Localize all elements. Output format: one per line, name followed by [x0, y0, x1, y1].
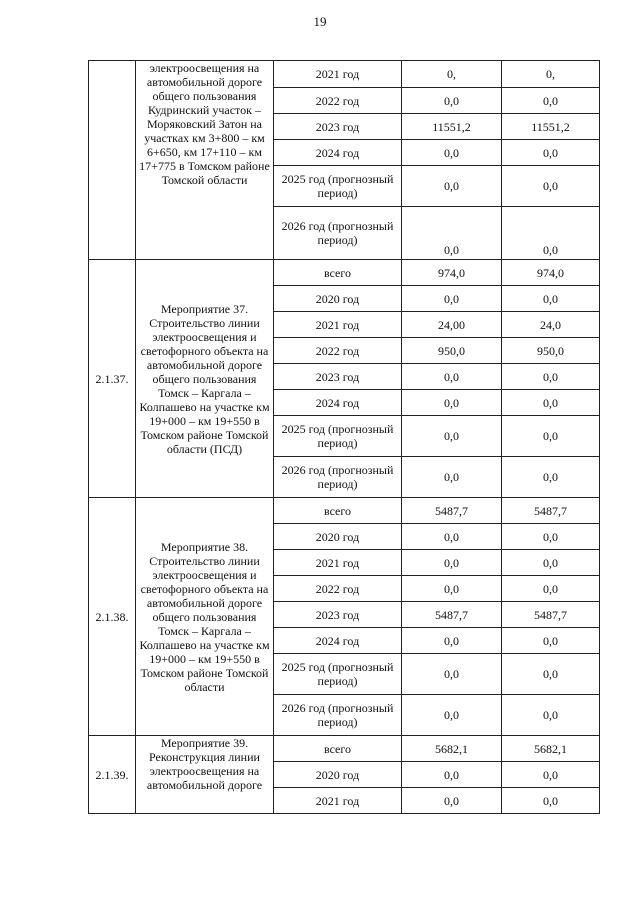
value-cell: 0,0 — [502, 654, 600, 695]
period-cell: 2022 год — [274, 338, 402, 364]
value-cell: 0,0 — [402, 628, 502, 654]
period-cell: 2020 год — [274, 762, 402, 788]
value-cell: 974,0 — [502, 260, 600, 286]
value-cell: 0,0 — [402, 550, 502, 576]
value-cell: 0,0 — [502, 550, 600, 576]
period-cell: 2023 год — [274, 114, 402, 140]
value-cell: 0,0 — [402, 88, 502, 114]
value-cell: 0,0 — [502, 457, 600, 498]
value-cell: 5487,7 — [502, 602, 600, 628]
period-cell: 2021 год — [274, 788, 402, 814]
period-cell: 2023 год — [274, 364, 402, 390]
item-name-cell: Мероприятие 37. Строительство линии электроосвещения и светофорного объекта на автомобильной дороге общего пользования Томск – Каргала – Колпашево на участке км 19+000 – км 19+550 в Томском районе Томской области (ПСД) — [136, 260, 274, 498]
period-cell: 2026 год (прогнозный период) — [274, 457, 402, 498]
value-cell: 0,0 — [402, 524, 502, 550]
table-row — [89, 260, 600, 286]
value-cell: 0,0 — [402, 166, 502, 207]
value-cell: 0,0 — [502, 762, 600, 788]
period-cell: 2020 год — [274, 286, 402, 312]
period-cell: 2022 год — [274, 88, 402, 114]
value-cell: 0,0 — [502, 788, 600, 814]
value-cell: 950,0 — [402, 338, 502, 364]
item-number-cell — [89, 61, 136, 260]
value-cell: 0,0 — [502, 628, 600, 654]
value-cell: 0,0 — [502, 576, 600, 602]
period-cell: 2024 год — [274, 390, 402, 416]
value-cell: 0,0 — [502, 286, 600, 312]
item-name-cell: электроосвещения на автомобильной дороге общего пользования Кудринский участок – Моряковский Затон на участках км 3+800 – км 6+650, км 17+110 – км 17+775 в Томском районе Томской области — [136, 61, 274, 260]
value-cell: 974,0 — [402, 260, 502, 286]
period-cell: 2025 год (прогнозный период) — [274, 654, 402, 695]
value-cell: 0,0 — [402, 364, 502, 390]
budget-table — [88, 60, 600, 814]
value-cell: 0,0 — [502, 390, 600, 416]
table-row — [89, 736, 600, 762]
period-cell: 2025 год (прогнозный период) — [274, 416, 402, 457]
value-cell: 0,0 — [402, 390, 502, 416]
value-cell: 0,0 — [502, 695, 600, 736]
period-cell: 2020 год — [274, 524, 402, 550]
value-cell: 0,0 — [402, 576, 502, 602]
period-cell: всего — [274, 498, 402, 524]
period-cell: 2025 год (прогнозный период) — [274, 166, 402, 207]
period-cell: 2026 год (прогнозный период) — [274, 207, 402, 260]
value-cell: 11551,2 — [502, 114, 600, 140]
period-cell: всего — [274, 736, 402, 762]
value-cell: 5487,7 — [502, 498, 600, 524]
page-number: 19 — [313, 14, 327, 29]
value-cell: 0,0 — [402, 140, 502, 166]
table-row — [89, 61, 600, 88]
period-cell: 2024 год — [274, 140, 402, 166]
value-cell: 5487,7 — [402, 498, 502, 524]
value-cell: 0,0 — [402, 286, 502, 312]
value-cell: 0,0 — [502, 416, 600, 457]
period-cell: 2024 год — [274, 628, 402, 654]
item-name-cell: Мероприятие 39. Реконструкция линии электроосвещения на автомобильной дороге — [136, 736, 274, 814]
item-number-cell: 2.1.38. — [89, 498, 136, 736]
value-cell: 0,0 — [402, 788, 502, 814]
value-cell: 0,0 — [402, 457, 502, 498]
value-cell: 0,0 — [502, 364, 600, 390]
value-cell: 5682,1 — [502, 736, 600, 762]
value-cell: 0,0 — [402, 695, 502, 736]
period-cell: 2021 год — [274, 312, 402, 338]
period-cell: 2021 год — [274, 61, 402, 88]
value-cell: 0,0 — [402, 207, 502, 260]
value-cell: 0,0 — [402, 654, 502, 695]
item-number-cell: 2.1.39. — [89, 736, 136, 814]
period-cell: 2022 год — [274, 576, 402, 602]
value-cell: 0, — [402, 61, 502, 88]
period-cell: 2026 год (прогнозный период) — [274, 695, 402, 736]
period-cell: всего — [274, 260, 402, 286]
value-cell: 0,0 — [502, 524, 600, 550]
value-cell: 0,0 — [502, 207, 600, 260]
value-cell: 0,0 — [502, 166, 600, 207]
item-number-cell: 2.1.37. — [89, 260, 136, 498]
period-cell: 2023 год — [274, 602, 402, 628]
item-name-cell: Мероприятие 38. Строительство линии электроосвещения и светофорного объекта на автомобильной дороге общего пользования Томск – Каргала – Колпашево на участке км 19+000 – км 19+550 в Томском районе Томской области — [136, 498, 274, 736]
value-cell: 0,0 — [402, 416, 502, 457]
value-cell: 950,0 — [502, 338, 600, 364]
value-cell: 24,00 — [402, 312, 502, 338]
value-cell: 0, — [502, 61, 600, 88]
value-cell: 24,0 — [502, 312, 600, 338]
value-cell: 0,0 — [502, 88, 600, 114]
value-cell: 0,0 — [402, 762, 502, 788]
value-cell: 0,0 — [502, 140, 600, 166]
value-cell: 5487,7 — [402, 602, 502, 628]
value-cell: 11551,2 — [402, 114, 502, 140]
value-cell: 5682,1 — [402, 736, 502, 762]
table-row — [89, 498, 600, 524]
period-cell: 2021 год — [274, 550, 402, 576]
